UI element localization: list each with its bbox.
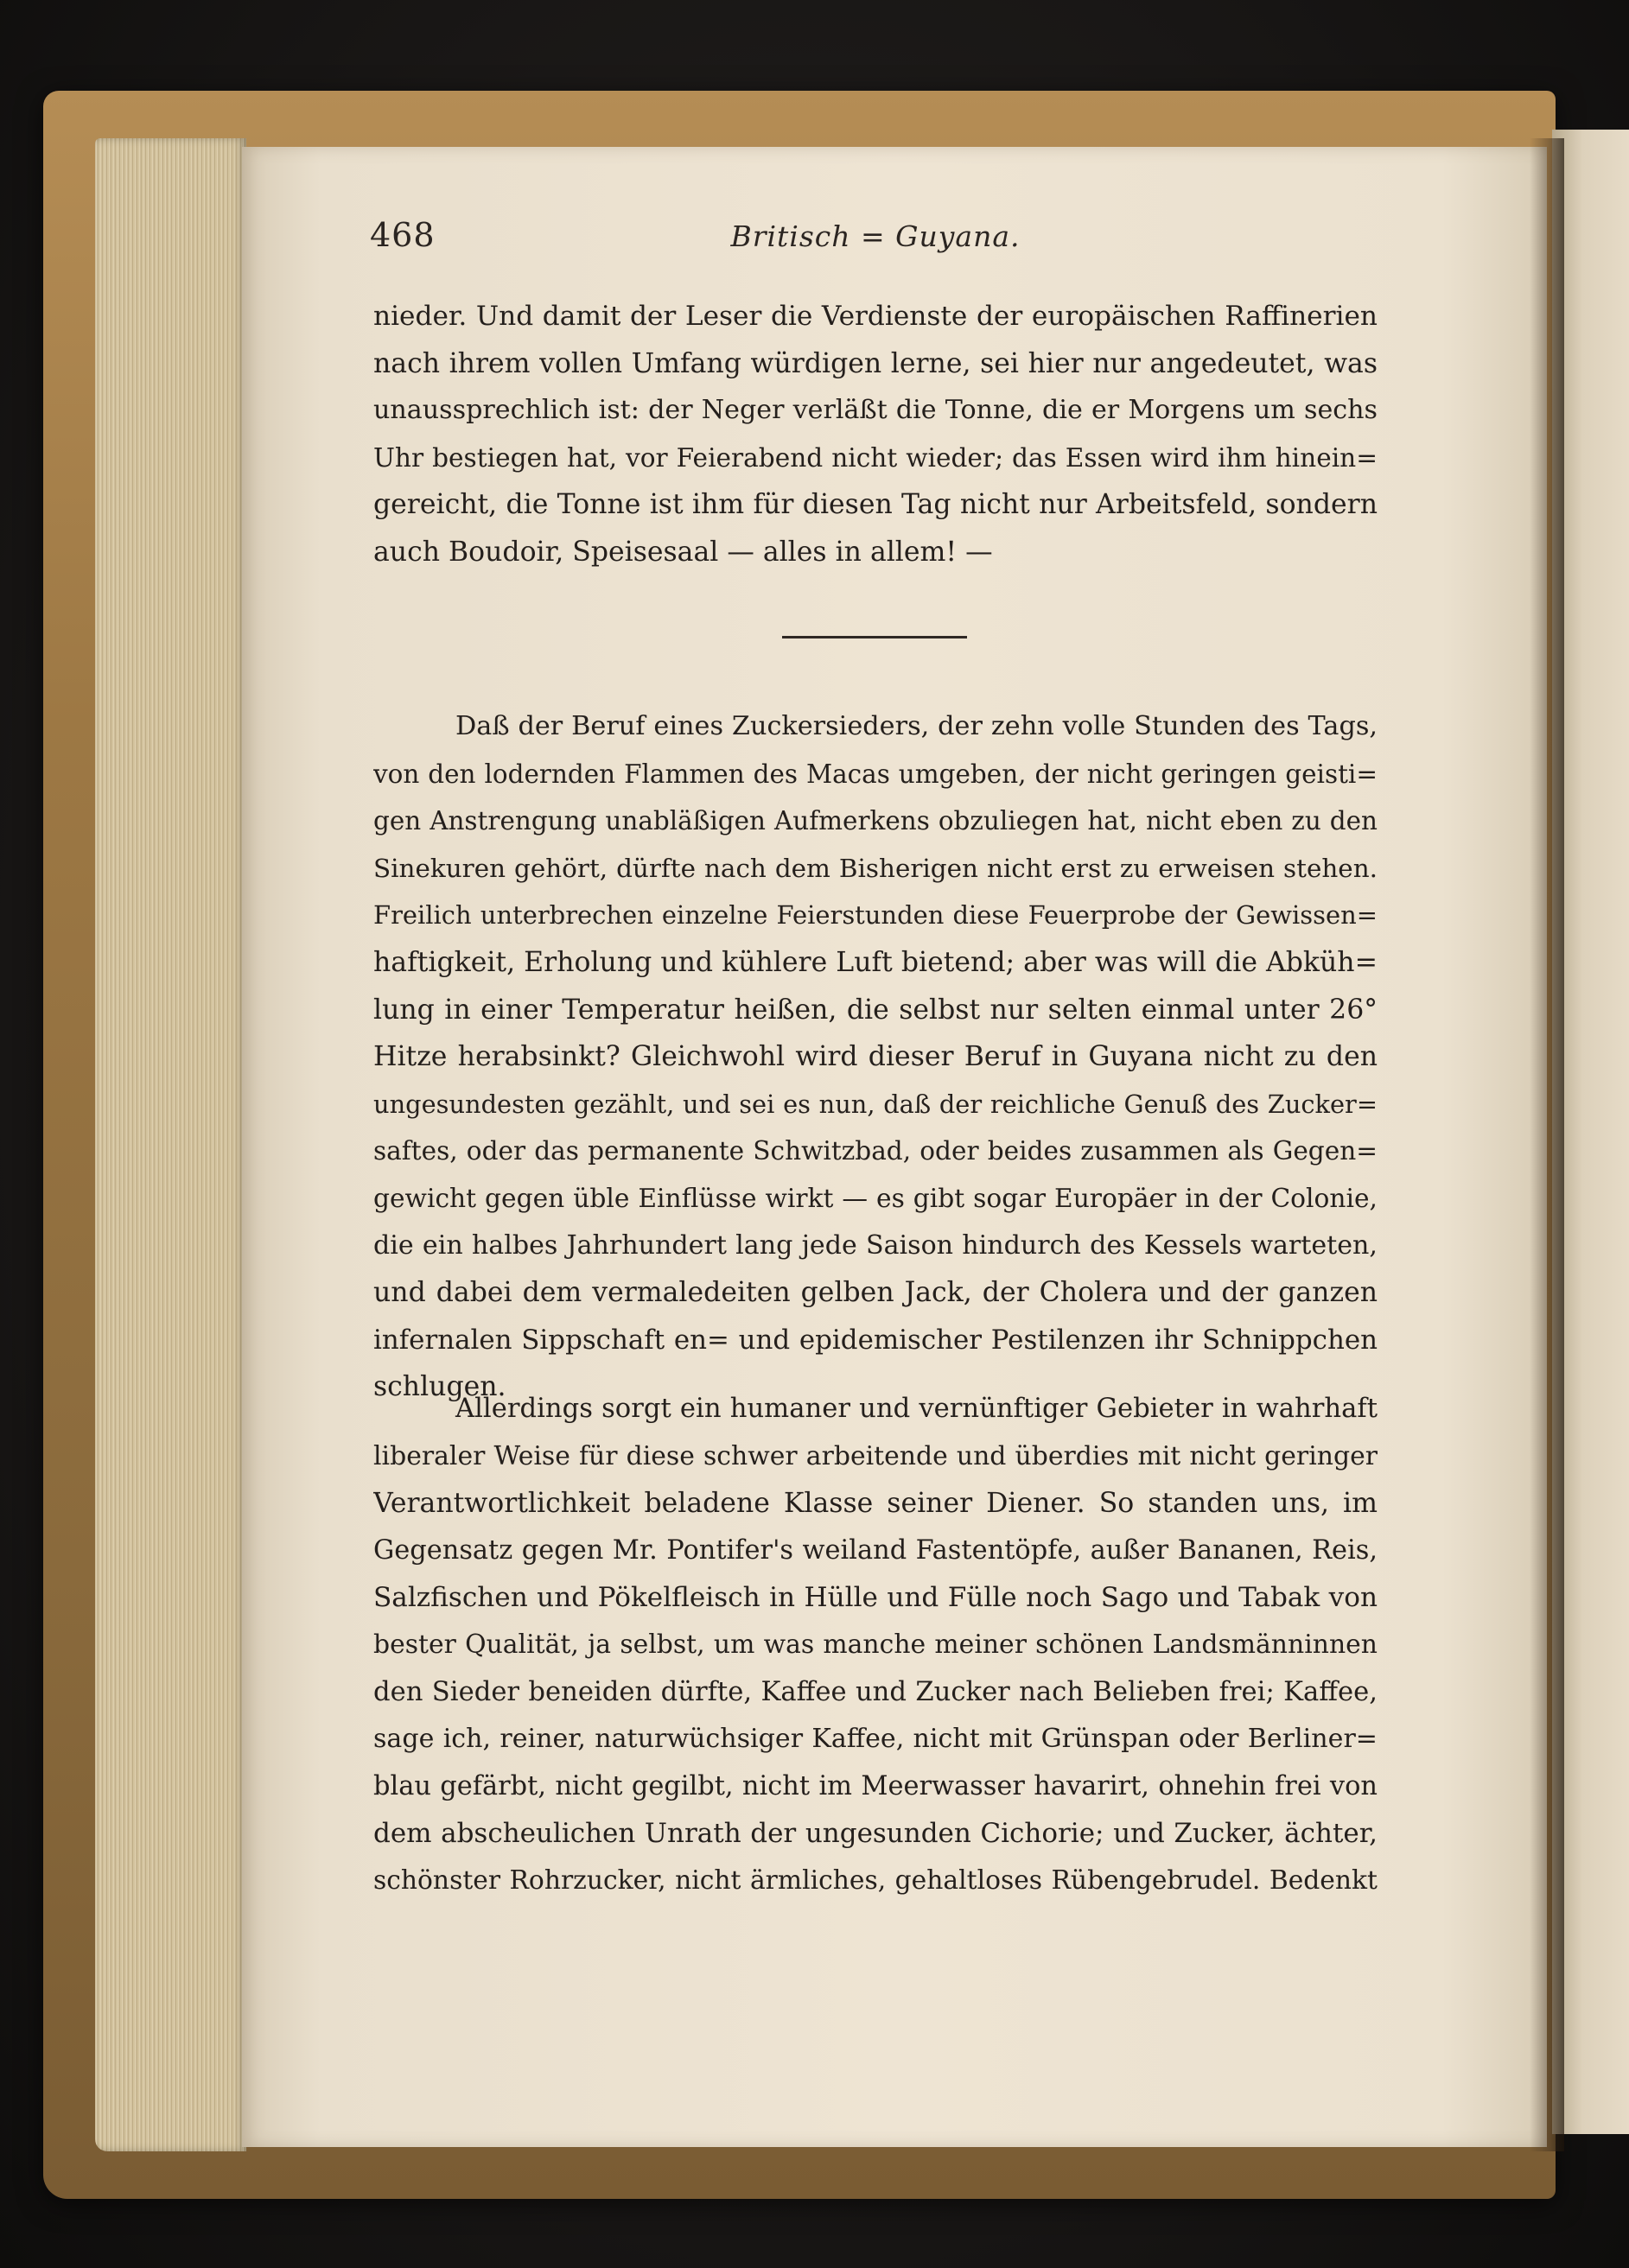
text-line: nach ihrem vollen Umfang würdigen lerne, sei hier nur angedeutet, was	[373, 347, 1378, 379]
text-line: Uhr bestiegen hat, vor Feierabend nicht wieder; das Essen wird ihm hinein=	[373, 442, 1378, 473]
page-header	[370, 216, 1381, 268]
text-line: von den lodernden Flammen des Macas umgeben, der nicht geringen geisti=	[373, 759, 1378, 789]
paragraph-continuation	[373, 293, 1378, 576]
page-edges	[95, 138, 246, 2151]
text-line: Sinekuren gehört, dürfte nach dem Bisherigen nicht erst zu erweisen stehen.	[373, 853, 1378, 883]
paragraph-provisions	[373, 1386, 1378, 1905]
text-line: dem abscheulichen Unrath der ungesunden Cichorie; und Zucker, ächter,	[373, 1818, 1378, 1850]
section-divider	[782, 636, 967, 638]
text-line: schönster Rohrzucker, nicht ärmliches, gehaltloses Rübengebrudel. Bedenkt	[373, 1865, 1378, 1896]
text-line: haftigkeit, Erholung und kühlere Luft bietend; aber was will die Abküh=	[373, 946, 1378, 978]
paragraph-sugar-boiler	[373, 703, 1378, 1411]
text-line: schlugen.	[373, 1371, 506, 1403]
text-line: ungesundesten gezählt, und sei es nun, daß der reichliche Genuß des Zucker=	[373, 1089, 1378, 1119]
text-line: saftes, oder das permanente Schwitzbad, oder beides zusammen als Gegen=	[373, 1136, 1378, 1166]
text-line: nieder. Und damit der Leser die Verdienste der europäischen Raffinerien	[373, 301, 1378, 332]
text-line: bester Qualität, ja selbst, um was manche meiner schönen Landsmänninnen	[373, 1629, 1378, 1660]
text-line: Hitze herabsinkt? Gleichwohl wird dieser Beruf in Guyana nicht zu den	[373, 1041, 1378, 1073]
text-line: den Sieder beneiden dürfte, Kaffee und Zucker nach Belieben frei; Kaffee,	[373, 1676, 1378, 1707]
gutter-shadow	[1530, 138, 1564, 2151]
text-line: Gegensatz gegen Mr. Pontifer's weiland Fastentöpfe, außer Bananen, Reis,	[373, 1534, 1378, 1566]
text-line: und dabei dem vermaledeiten gelben Jack, der Cholera und der ganzen	[373, 1277, 1378, 1309]
text-line: liberaler Weise für diese schwer arbeitende und überdies mit nicht geringer	[373, 1440, 1378, 1471]
text-line: auch Boudoir, Speisesaal — alles in allem! —	[373, 536, 993, 568]
text-line: Freilich unterbrechen einzelne Feierstunden diese Feuerprobe der Gewissen=	[373, 900, 1378, 931]
text-line: gewicht gegen üble Einflüsse wirkt — es gibt sogar Europäer in der Colonie,	[373, 1182, 1378, 1213]
text-line: unaussprechlich ist: der Neger verläßt die Tonne, die er Morgens um sechs	[373, 395, 1378, 426]
text-line: blau gefärbt, nicht gegilbt, nicht im Meerwasser havarirt, ohnehin frei von	[373, 1770, 1378, 1801]
text-line: die ein halbes Jahrhundert lang jede Saison hindurch des Kessels warteten,	[373, 1229, 1378, 1261]
text-line: sage ich, reiner, naturwüchsiger Kaffee, nicht mit Grünspan oder Berliner=	[373, 1724, 1378, 1755]
text-line: Allerdings sorgt ein humaner und vernünftiger Gebieter in wahrhaft	[455, 1394, 1378, 1424]
text-line: gereicht, die Tonne ist ihm für diesen Tag nicht nur Arbeitsfeld, sondern	[373, 489, 1378, 521]
page-number: 468	[370, 216, 436, 254]
text-line: gen Anstrengung unabläßigen Aufmerkens obzuliegen hat, nicht eben zu den	[373, 806, 1378, 836]
text-line: Daß der Beruf eines Zuckersieders, der zehn volle Stunden des Tags,	[455, 711, 1378, 741]
text-line: Verantwortlichkeit beladene Klasse seiner Diener. So standen uns, im	[373, 1488, 1378, 1520]
running-title: Britisch = Guyana.	[730, 219, 1021, 253]
text-line: infernalen Sippschaft en= und epidemischer Pestilenzen ihr Schnippchen	[373, 1324, 1378, 1356]
text-line: lung in einer Temperatur heißen, die selbst nur selten einmal unter 26°	[373, 994, 1378, 1026]
text-line: Salzfischen und Pökelfleisch in Hülle und Fülle noch Sago und Tabak von	[373, 1582, 1378, 1614]
